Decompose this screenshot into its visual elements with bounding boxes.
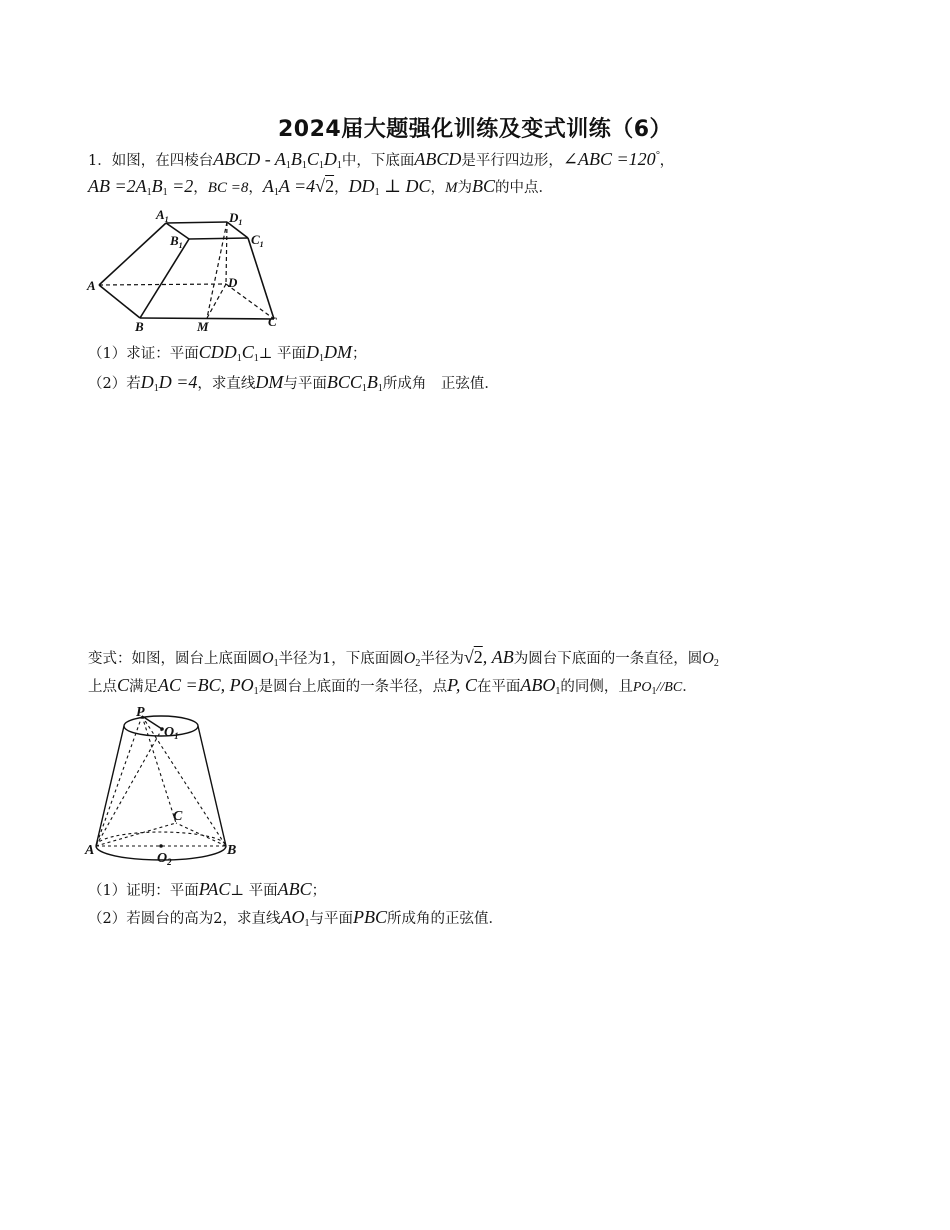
math-o2b: $O_2$ (702, 650, 719, 669)
label-m: M (197, 319, 209, 334)
label-a1: $A_1$ (156, 207, 169, 224)
text: 为 (457, 180, 472, 196)
text: 变式：如图，圆台上底面圆 (88, 651, 262, 667)
segment-ao1 (96, 729, 162, 846)
label-b1: $B_1$ (170, 233, 183, 250)
variant-line2 (88, 674, 697, 703)
label-b: B (135, 319, 144, 334)
text: （1）证明：平面 (88, 883, 199, 899)
text: ⊥ 平面 (258, 346, 307, 362)
text: 是圆台上底面的一条半径，点 (258, 679, 448, 695)
label-o1: $O_1$ (164, 725, 179, 741)
label-d: D (228, 275, 238, 290)
problem1-line2 (88, 175, 553, 204)
edge-ad-hidden (99, 284, 226, 285)
text: ． (682, 679, 697, 695)
math-o1: $O_1$ (262, 650, 279, 669)
text: ， (659, 153, 675, 169)
edge-c1c (248, 238, 274, 319)
math-frustum: ABCD - $A_1B_1C_1D_1$ (213, 149, 342, 171)
math-plane2: $D_1DM$ (306, 342, 353, 364)
math-bc2: BC (472, 176, 496, 196)
math-pac: PAC (198, 879, 231, 899)
circular-frustum-figure (84, 702, 244, 872)
text: 的中点． (495, 180, 554, 196)
point-o2 (159, 844, 163, 848)
label-o2: $O_2$ (157, 851, 172, 867)
label-d1: $D_1$ (229, 210, 243, 227)
edge-b1b (140, 239, 189, 318)
text: ； (352, 346, 367, 362)
generatrix-left (96, 726, 124, 846)
math-abcd: ABCD (414, 149, 462, 169)
text: 所成角的正弦值． (386, 911, 503, 927)
math-plane1: $CDD_1C_1$ (198, 342, 259, 364)
math-angle: ∠ABC =120° (562, 149, 660, 169)
math-dd1: $DD_1$ ⊥ DC (348, 176, 431, 198)
text: 为圆台下底面的一条直径，圆 (513, 651, 703, 667)
variant-line1 (88, 646, 719, 675)
math-bcc1b1: $BCC_1B_1$ (326, 372, 383, 394)
edge-b1c1 (189, 238, 248, 239)
problem-number: 1． (88, 153, 112, 169)
text: 的同侧，且 (560, 679, 633, 695)
text: 半径为1，下底面圆 (278, 651, 404, 667)
text: 所成角 正弦值． (382, 376, 499, 392)
text: 满足 (129, 679, 159, 695)
math-o2: $O_2$ (403, 650, 421, 669)
problem1-question1 (88, 341, 367, 370)
math-ao1: $AO_1$ (280, 907, 310, 929)
problem1-line1 (88, 145, 674, 177)
variant-question1 (88, 878, 326, 902)
math-d1d: $D_1D =4$ (140, 372, 198, 394)
edge-a1d1 (166, 222, 227, 223)
math-a1a: $A_1A =4√2$ (262, 176, 335, 198)
text: 与平面 (309, 911, 353, 927)
label-b: B (227, 843, 237, 858)
math-ab: AB $=2A_1B_1 =2$ (88, 176, 194, 198)
segment-po1 (142, 716, 162, 729)
text: ， (248, 180, 263, 196)
problem1-question2 (88, 371, 499, 400)
text: ， (193, 180, 208, 196)
label-p: P (136, 705, 145, 720)
bottom-circle-back (96, 832, 226, 846)
math-c: C (117, 675, 130, 695)
text: ， (334, 180, 349, 196)
math-pbc: PBC (352, 907, 387, 927)
page-title: 2024届大题强化训练及变式训练（6） (277, 117, 673, 142)
generatrix-right (198, 726, 226, 846)
variant-question2 (88, 906, 503, 935)
segment-ac (96, 823, 176, 846)
text: ， (430, 180, 445, 196)
edge-d1d-hidden (226, 222, 227, 284)
math-abc: ABC (277, 879, 312, 899)
text: （2）若圆台的高为2，求直线 (88, 911, 281, 927)
edge-a1a (99, 223, 166, 285)
text: 半径为 (420, 651, 464, 667)
edge-dm-hidden (207, 284, 226, 318)
text: （1）求证：平面 (88, 346, 199, 362)
math-abo1: $ABO_1$ (520, 675, 561, 697)
text: （2）若 (88, 376, 141, 392)
frustum-figure (84, 205, 284, 335)
math-bc: BC =8 (207, 180, 249, 196)
text: 中，下底面 (341, 153, 415, 169)
text: 如图，在四棱台 (111, 153, 214, 169)
math-m: M (445, 180, 458, 196)
text: ； (311, 883, 327, 899)
label-c1: $C_1$ (251, 232, 264, 249)
label-c: C (268, 314, 277, 329)
math-dm: DM (255, 372, 284, 392)
label-a: A (87, 278, 96, 293)
math-po1-bc: $PO_1//BC$ (632, 680, 683, 697)
math-ac-bc-po1: AC =BC, $PO_1$ (158, 675, 259, 697)
text: ，求直线 (197, 376, 256, 392)
label-a: A (85, 843, 95, 858)
edge-d1m-hidden (207, 222, 227, 318)
math-pc: P, C (447, 675, 477, 695)
edge-ab (99, 285, 140, 318)
text: 与平面 (283, 376, 327, 392)
label-c: C (173, 809, 183, 824)
text: 是平行四边形， (461, 153, 563, 169)
text: ⊥ 平面 (230, 883, 278, 899)
text: 在平面 (476, 679, 521, 695)
segment-pa (96, 716, 142, 846)
math-sqrt2-ab: √2, AB (463, 647, 514, 667)
text: 上点 (88, 679, 117, 695)
